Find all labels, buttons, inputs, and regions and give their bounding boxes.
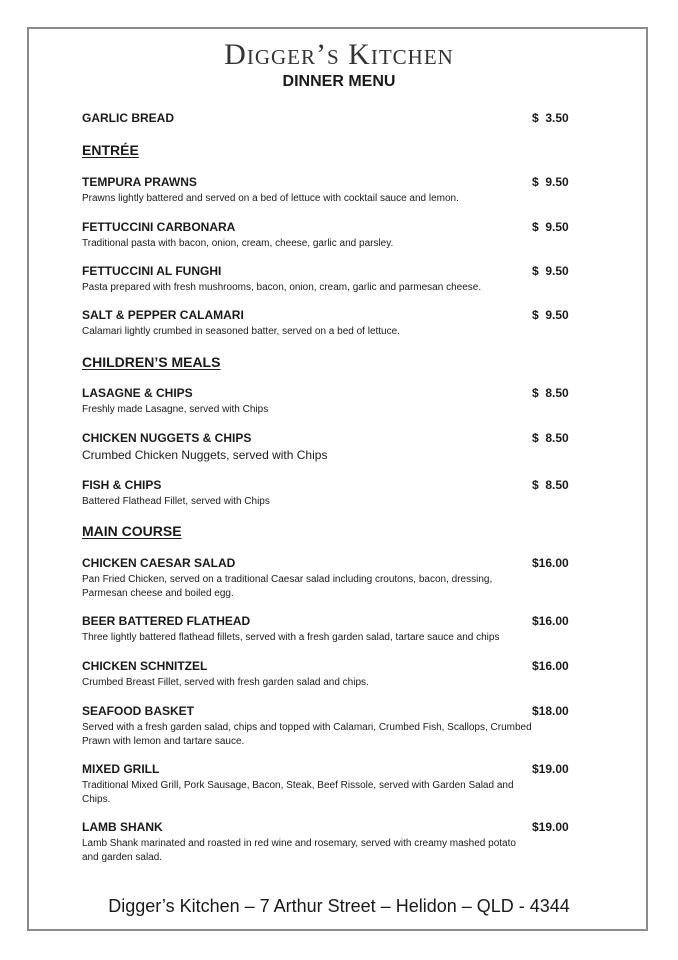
menu-item-lasagne-chips [82, 386, 532, 417]
item-price: $ 9.50 [532, 175, 569, 189]
item-description: Crumbed Chicken Nuggets, served with Chips [82, 448, 328, 462]
item-description: Traditional pasta with bacon, onion, cream, cheese, garlic and parsley. [82, 238, 394, 249]
item-price: $16.00 [532, 556, 569, 570]
item-name: FETTUCCINI AL FUNGHI [82, 264, 222, 278]
item-price: $19.00 [532, 820, 569, 834]
item-name: GARLIC BREAD [82, 111, 174, 125]
item-description: Traditional Mixed Grill, Pork Sausage, Bacon, Steak, Beef Rissole, served with Garden Salad and Chips. [82, 780, 514, 805]
item-price: $19.00 [532, 762, 569, 776]
item-name: SALT & PEPPER CALAMARI [82, 308, 244, 322]
section-heading-childrens-meals: CHILDREN’S MEALS [82, 354, 221, 370]
menu-item-seafood-basket [82, 704, 532, 749]
item-name: CHICKEN CAESAR SALAD [82, 556, 236, 570]
menu-item-fish-chips [82, 478, 532, 509]
item-description: Pan Fried Chicken, served on a traditional Caesar salad including croutons, bacon, dressing, Parmesan cheese and boiled egg. [82, 574, 493, 599]
item-name: FISH & CHIPS [82, 478, 162, 492]
menu-item-beer-battered-flathead [82, 614, 532, 645]
menu-item-lamb-shank [82, 820, 532, 865]
item-price: $16.00 [532, 614, 569, 628]
menu-item-garlic-bread [82, 111, 532, 126]
item-description: Prawns lightly battered and served on a bed of lettuce with cocktail sauce and lemon. [82, 193, 459, 204]
restaurant-name: Digger’s Kitchen [224, 38, 454, 71]
item-price: $ 9.50 [532, 220, 569, 234]
item-name: BEER BATTERED FLATHEAD [82, 614, 251, 628]
item-price: $18.00 [532, 704, 569, 718]
item-name: CHICKEN SCHNITZEL [82, 659, 208, 673]
item-name: SEAFOOD BASKET [82, 704, 195, 718]
item-price: $ 8.50 [532, 478, 569, 492]
item-price: $ 8.50 [532, 386, 569, 400]
menu-item-fettuccini-al-funghi [82, 264, 532, 295]
item-description: Three lightly battered flathead fillets, served with a fresh garden salad, tartare sauce and chips [82, 632, 500, 643]
item-description: Crumbed Breast Fillet, served with fresh garden salad and chips. [82, 677, 369, 688]
item-description: Served with a fresh garden salad, chips and topped with Calamari, Crumbed Fish, Scallops, Crumbed Prawn with lemon and tartare sauce. [82, 722, 532, 747]
item-name: LAMB SHANK [82, 820, 163, 834]
menu-item-tempura-prawns [82, 175, 532, 206]
menu-item-fettuccini-carbonara [82, 220, 532, 251]
section-heading-entree: ENTRÉE [82, 142, 139, 158]
item-description: Battered Flathead Fillet, served with Chips [82, 496, 270, 507]
menu-item-mixed-grill [82, 762, 532, 807]
item-description: Freshly made Lasagne, served with Chips [82, 404, 269, 415]
menu-item-chicken-caesar-salad [82, 556, 532, 601]
item-name: FETTUCCINI CARBONARA [82, 220, 236, 234]
item-price: $ 8.50 [532, 431, 569, 445]
item-description: Lamb Shank marinated and roasted in red wine and rosemary, served with creamy mashed potato and garden salad. [82, 838, 516, 863]
item-description: Calamari lightly crumbed in seasoned batter, served on a bed of lettuce. [82, 326, 400, 337]
item-name: MIXED GRILL [82, 762, 160, 776]
footer-address: Digger’s Kitchen – 7 Arthur Street – Helidon – QLD - 4344 [108, 896, 570, 916]
item-name: CHICKEN NUGGETS & CHIPS [82, 431, 252, 445]
item-description: Pasta prepared with fresh mushrooms, bacon, onion, cream, garlic and parmesan cheese. [82, 282, 482, 293]
item-price: $ 9.50 [532, 264, 569, 278]
item-name: TEMPURA PRAWNS [82, 175, 197, 189]
menu-item-salt-pepper-calamari [82, 308, 532, 339]
item-price: $ 9.50 [532, 308, 569, 322]
item-name: LASAGNE & CHIPS [82, 386, 193, 400]
menu-item-chicken-nuggets-chips [82, 431, 532, 463]
section-heading-main-course: MAIN COURSE [82, 523, 182, 539]
item-price: $ 3.50 [532, 111, 569, 125]
menu-item-chicken-schnitzel [82, 659, 532, 690]
menu-title: DINNER MENU [282, 73, 396, 90]
item-price: $16.00 [532, 659, 569, 673]
